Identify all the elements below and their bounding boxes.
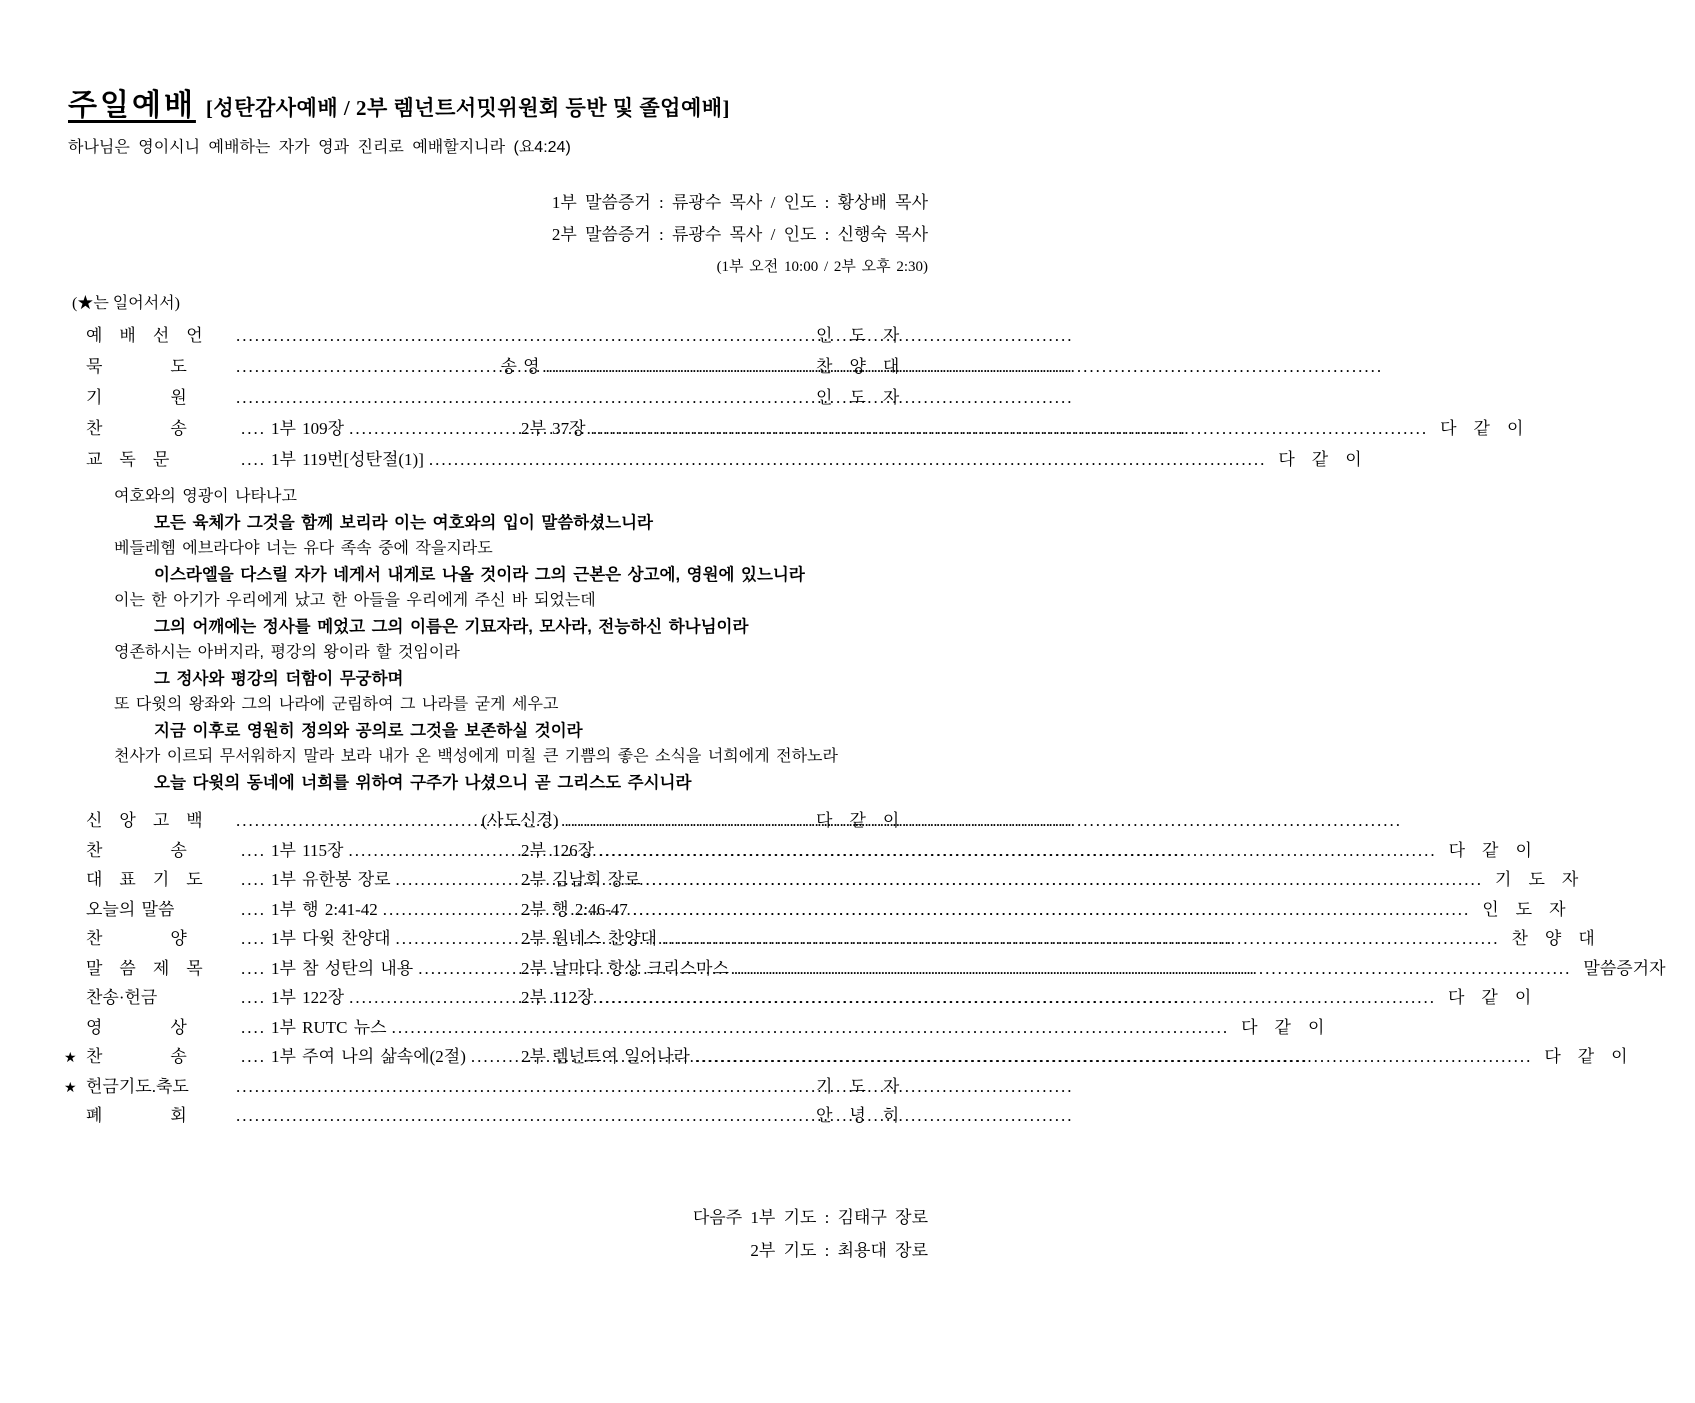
part2-text: 2부 날마다 항상 크리스마스 [521,958,729,978]
next-week-block [64,1201,928,1267]
program-item-role: 다 같 이 [816,811,900,830]
dot-leader [546,357,804,377]
program-row [64,865,1579,895]
dot-leader [591,419,1429,439]
leader-dots-short: .... [241,450,266,469]
part1-group [271,983,521,1008]
part2-text: 2부 원네스 찬양대 [521,929,657,948]
program-row [64,352,928,383]
part1-text: 1부 RUTC 뉴스 [271,1017,387,1037]
dot-leader [565,811,805,831]
leader-dots-short: .... [241,1017,266,1037]
leaders-line-2: 2부 말씀증거 : 류광수 목사 / 인도 : 신행숙 목사 [551,225,928,244]
program-order-main [64,806,1666,1131]
program-item-role: 찬 양 대 [816,357,900,376]
dot-leader [599,841,1437,861]
program-row [64,383,928,414]
part2-text: 2부 126장 [521,840,595,860]
program-item-label: 교 독 문 [86,450,170,469]
title-line [68,80,928,124]
dot-leader [598,988,1436,1008]
program-item-label: 찬 송 [86,419,187,438]
part1-text: 1부 행 2:41-42 [271,899,378,919]
reading-line: 오늘 다윗의 동네에 너희를 위하여 구주가 나셨으니 곧 그리스도 주시니라 [154,774,692,792]
part2-group [521,1042,1532,1067]
part2-group [521,865,1483,890]
part1-text: 1부 122장 [271,988,345,1007]
program-item-label: 신 앙 고 백 [86,811,203,830]
program-item-role: 안 녕 히 [816,1106,900,1125]
part2-text: 2부 행 2:46-47 [521,899,628,919]
program-row [64,1042,1628,1072]
part1-text: 1부 다윗 찬양대 [271,929,391,948]
program-item-role: 다 같 이 [1544,1047,1628,1066]
part2-text: 2부 37장 [521,419,586,438]
part2-group [521,954,1571,979]
program-row [64,321,928,352]
program-item-label: 찬 송 [86,840,187,860]
page-title: 주일예배 [68,89,196,122]
program-item-label: 찬 송 [86,1047,187,1066]
leader-dots-short: .... [241,1047,266,1066]
part1-text: 1부 115장 [271,840,344,860]
program-item-label: 기 원 [86,388,187,407]
dot-leader [349,419,521,439]
part1-text: 1부 109장 [271,419,345,438]
reading-line: 또 다윗의 왕좌와 그의 나라에 군림하여 그 나라를 굳게 세우고 [114,696,559,713]
next-week-line-1: 다음주 1부 기도 : 김태구 장로 [692,1207,928,1227]
program-item-role: 인 도 자 [816,388,900,407]
part1-group [271,414,521,439]
dot-leader [695,1047,1533,1067]
dot-leader [236,1106,804,1126]
service-times: (1부 오전 10:00 / 2부 오후 2:30) [716,259,928,275]
part1-group [271,445,1266,470]
leaders-line-1: 1부 말씀증거 : 류광수 목사 / 인도 : 황상배 목사 [551,193,928,212]
program-row [64,1072,928,1102]
part2-text: 2부 김남희 장로 [521,870,641,889]
reading-line: 모든 육체가 그것을 함께 보리라 이는 여호와의 입이 말씀하셨느니라 [154,514,653,532]
stand-star-icon: ★ [64,1080,77,1096]
part2-group [521,836,1437,861]
program-row [64,983,1532,1013]
program-row [64,1013,1325,1043]
part2-group [521,414,1428,439]
reading-line: 지금 이후로 영원히 정의와 공의로 그것을 보존하실 것이라 [154,722,583,740]
stand-star-icon: ★ [64,1051,77,1066]
part1-text: 1부 119번[성탄절(1)] [271,450,424,469]
reading-line: 그 정사와 평강의 더함이 무궁하며 [154,670,404,688]
part1-group [271,1013,1229,1038]
program-item-label: 영 상 [86,1017,187,1037]
dot-leader [348,841,521,861]
program-item-role: 말씀증거자 [1583,958,1666,978]
program-item-label: 헌금기도.축도 [86,1076,189,1096]
dot-leader [236,811,476,831]
part1-group [271,924,521,949]
leader-dots-short: .... [241,958,266,978]
leader-dots-short: .... [241,988,266,1007]
program-item-role: 인 도 자 [1482,899,1566,919]
program-row [64,836,1532,866]
part1-text: 1부 참 성탄의 내용 [271,958,414,978]
part1-text: 1부 주여 나의 삶속에(2절) [271,1047,466,1066]
dot-leader [392,1018,1230,1038]
program-item-center-text: 송 영 [500,357,540,376]
dot-leader [236,326,804,346]
reading-line: 천사가 이르되 무서워하지 말라 보라 내가 온 백성에게 미칠 큰 기쁨의 좋은 소식을 너희에게 전하노라 [114,748,838,765]
part2-group [521,983,1436,1008]
program-item-center-text: (사도신경) [481,811,559,830]
dot-leader [383,900,521,920]
part1-group [271,865,521,890]
program-item-label: 찬송·헌금 [86,988,158,1007]
program-item-role: 다 같 이 [1278,450,1362,469]
service-leaders-block [64,187,928,251]
dot-leader [396,870,521,890]
leader-dots-short: .... [241,929,266,948]
program-item-label: 대 표 기 도 [86,870,203,889]
dot-leader [646,870,1484,890]
program-item-role: 다 같 이 [1448,840,1532,860]
program-item-label: 폐 회 [86,1106,187,1125]
part2-text: 2부 렘넌트여 일어나라 [521,1047,690,1066]
reading-line: 이는 한 아기가 우리에게 났고 한 아들을 우리에게 주신 바 되었는데 [114,592,596,609]
program-item-role: 다 같 이 [1440,419,1524,438]
program-item-role: 기 도 자 [1495,870,1579,889]
dot-leader [236,1077,804,1097]
program-item-role: 다 같 이 [1241,1017,1325,1037]
reading-line: 여호와의 영광이 나타나고 [114,488,297,505]
program-item-label: 말 씀 제 목 [86,958,203,978]
leader-dots-short: .... [241,899,266,919]
program-row [64,1101,928,1131]
program-row [64,445,1362,476]
part2-group [521,924,1499,949]
part2-group [521,895,1470,920]
part2-text: 2부 112장 [521,988,594,1007]
dot-leader [633,900,1471,920]
page-title-bracket: [성탄감사예배 / 2부 렘넌트서밋위원회 등반 및 졸업예배] [205,96,731,120]
part1-group [271,836,521,861]
reading-line: 베들레헴 에브라다야 너는 유다 족속 중에 작을지라도 [114,540,493,557]
program-row [64,414,1524,445]
dot-leader [418,959,521,979]
part1-group [271,954,521,979]
dot-leader [662,929,1500,949]
program-item-label: 예 배 선 언 [86,326,203,345]
dot-leader [349,988,521,1008]
program-item-role: 다 같 이 [1447,988,1532,1007]
responsive-reading-block [114,484,880,796]
program-row [64,895,1566,925]
program-item-role: 찬 양 대 [1511,929,1595,948]
reading-line: 이스라엘을 다스릴 자가 네게서 내게로 나올 것이라 그의 근본은 상고에, 영원에 있느니라 [154,566,805,584]
reading-line: 영존하시는 아버지라, 평강의 왕이라 할 것임이라 [114,644,460,661]
program-item-role: 기 도 자 [816,1076,900,1096]
program-item-label: 오늘의 말씀 [86,899,175,919]
leader-dots-short: .... [241,870,266,889]
part1-text: 1부 유한봉 장로 [271,870,391,889]
program-item-label: 찬 양 [86,929,187,948]
dot-leader [236,357,494,377]
scripture-verse-subtitle: 하나님은 영이시니 예배하는 자가 영과 진리로 예배할지니라 (요4:24) [68,139,571,156]
reading-line: 그의 어깨에는 정사를 메었고 그의 이름은 기묘자라, 모사라, 전능하신 하나님이라 [154,618,749,636]
dot-leader [429,450,1267,470]
part1-group [271,1042,521,1067]
leader-dots-short: .... [241,419,266,438]
program-item-label: 묵 도 [86,357,187,376]
part1-group [271,895,521,920]
next-week-line-2: 2부 기도 : 최용대 장로 [750,1240,928,1260]
program-row [64,954,1666,984]
dot-leader [396,929,521,949]
program-order-top [64,321,1524,476]
dot-leader [734,959,1572,979]
dot-leader [471,1047,521,1067]
program-item-role: 인 도 자 [816,326,900,345]
stand-note: (★는 일어서서) [72,295,180,312]
program-row [64,806,928,836]
leader-dots-short: .... [241,840,266,860]
program-row [64,924,1595,954]
dot-leader [236,388,804,408]
